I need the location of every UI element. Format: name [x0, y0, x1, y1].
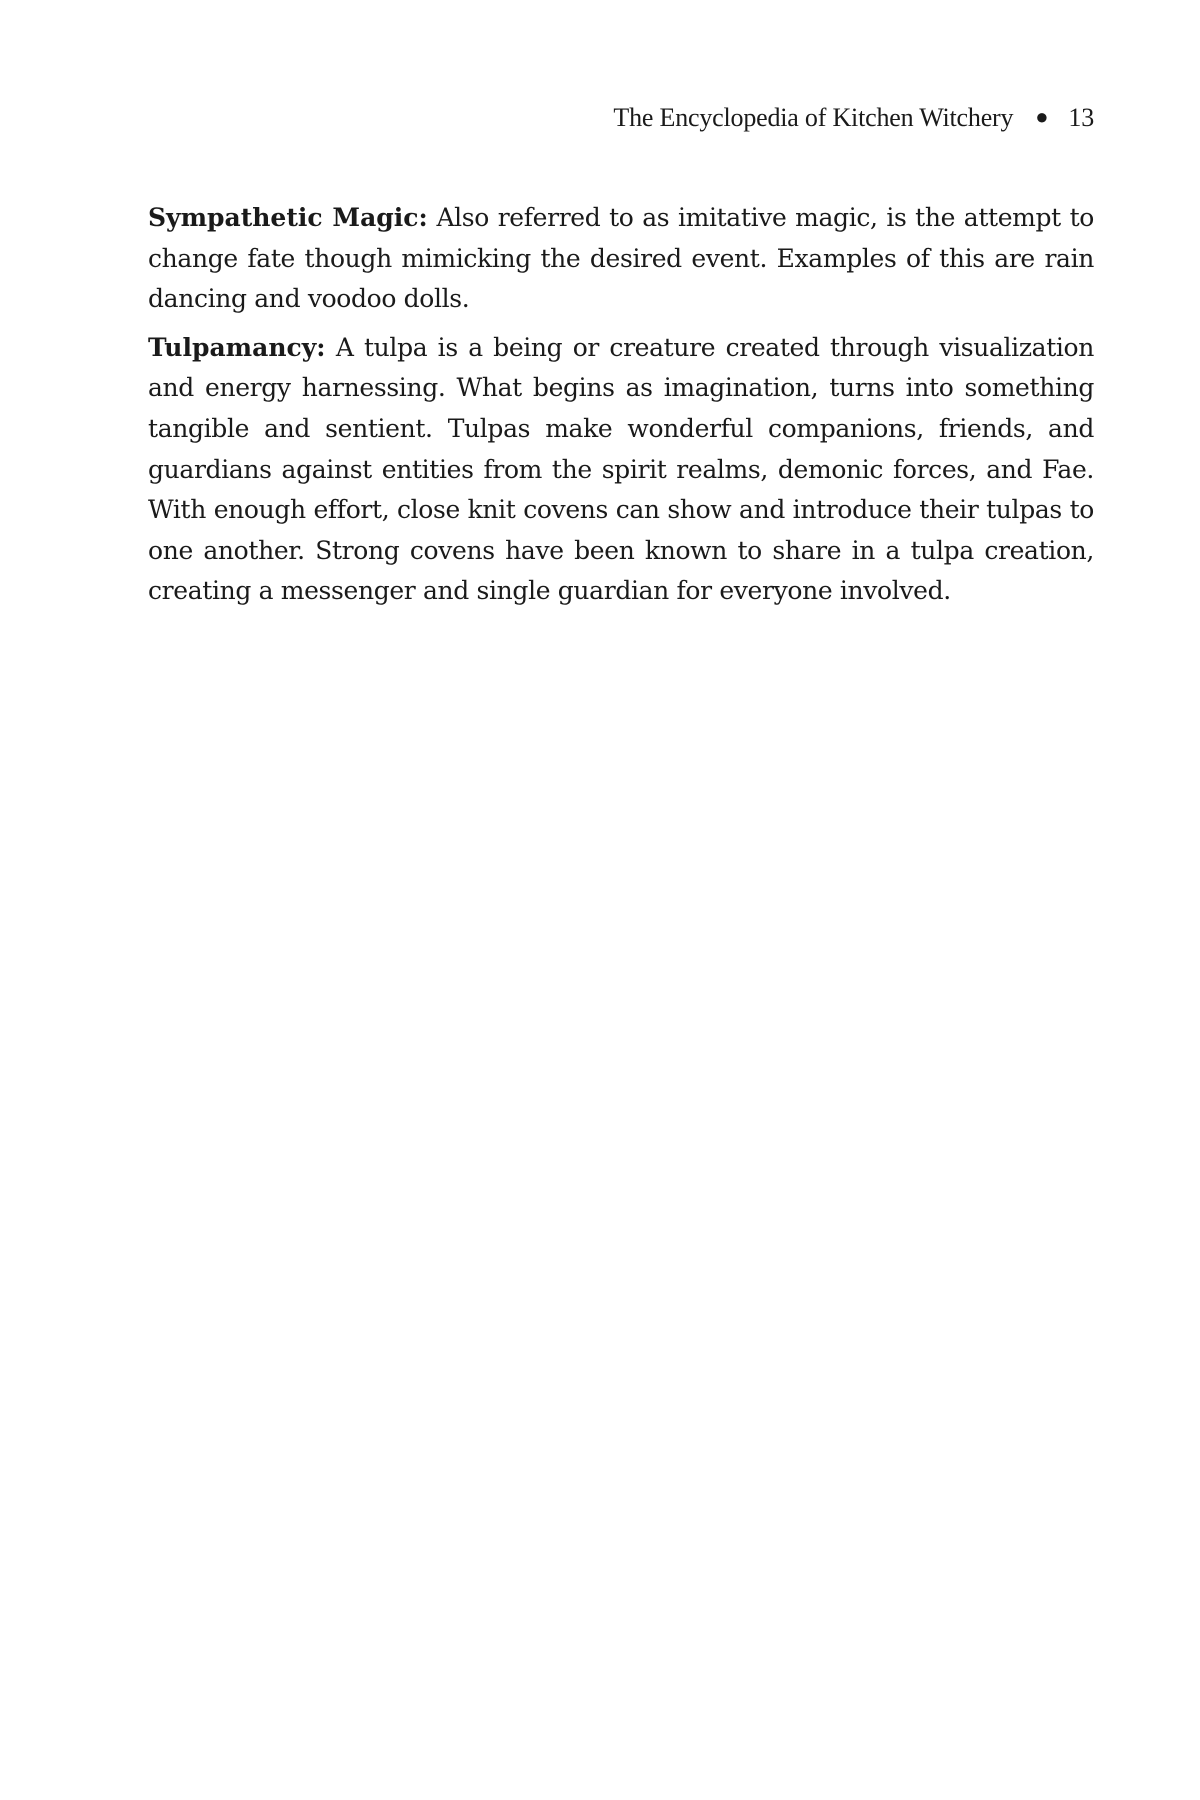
entry-term: Sympathetic Magic:: [148, 203, 428, 232]
page-content: [148, 198, 1094, 620]
running-header: [613, 100, 1094, 137]
bullet-separator: ●: [1035, 104, 1049, 129]
book-title: The Encyclopedia of Kitchen Witchery: [613, 103, 1014, 132]
entry-definition: Also referred to as imitative magic, is the attempt to change fate though mimicking the desired event. Examples of this are rain dancing and voodoo dolls.: [148, 203, 1094, 314]
entry-tulpamancy: [148, 328, 1094, 612]
entry-term: Tulpamancy:: [148, 332, 326, 362]
entry-sympathetic-magic: [148, 198, 1094, 320]
entry-definition: A tulpa is a being or creature created through visualization and energy harnessing. What begins as imagination, turns into something tangible and sentient. Tulpas make wonderful companions, friends, and guardians against entities from the spirit realms, demonic forces, and Fae. With enough effort, close knit covens can show and introduce their tulpas to one another. Strong covens have been known to share in a tulpa creation, creating a messenger and single guardian for everyone involved.: [148, 332, 1094, 606]
page-number: 13: [1068, 103, 1094, 132]
